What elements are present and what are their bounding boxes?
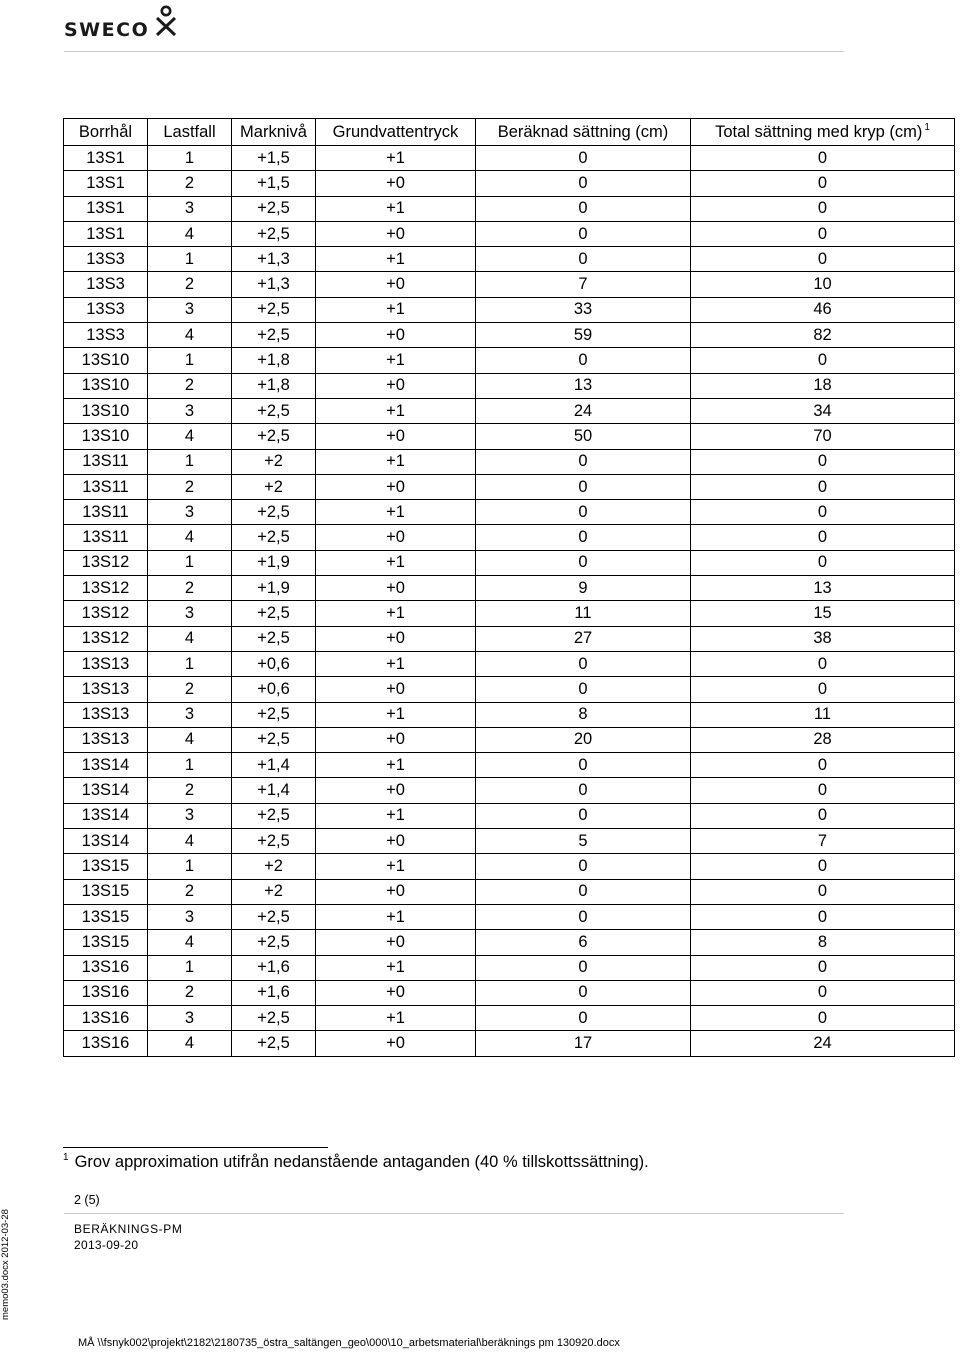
table-row [64,1006,955,1031]
table-cell: 24 [691,1031,955,1056]
table-row [64,753,955,778]
table-cell: +2,5 [232,221,316,246]
table-row [64,424,955,449]
table-cell: 13S15 [64,930,148,955]
table-cell: 0 [476,474,691,499]
template-label: memo03.docx 2012-03-28 [0,1209,11,1320]
table-cell: 13S15 [64,879,148,904]
table-cell: 0 [476,854,691,879]
table-cell: +2 [232,449,316,474]
table-cell: +1,5 [232,146,316,171]
table-cell: 13S14 [64,778,148,803]
table-cell: 0 [691,1006,955,1031]
table-cell: 2 [148,778,232,803]
column-header: Borrhål [64,119,148,146]
table-cell: 0 [691,753,955,778]
table-cell: +0 [316,727,476,752]
table-cell: 0 [476,980,691,1005]
table-cell: 13S14 [64,829,148,854]
table-cell: 3 [148,196,232,221]
table-cell: 4 [148,626,232,651]
table-cell: 1 [148,146,232,171]
table-cell: +2,5 [232,727,316,752]
table-cell: 0 [476,348,691,373]
table-cell: +2 [232,474,316,499]
table-cell: 1 [148,550,232,575]
table-cell: +1,9 [232,550,316,575]
table-cell: 33 [476,297,691,322]
table-cell: 18 [691,373,955,398]
table-cell: 0 [476,955,691,980]
file-path: MÅ \\fsnyk002\projekt\2182\2180735_östra_saltängen_geo\000\10_arbetsmaterial\beräknings pm 130920.docx [78,1337,620,1349]
table-cell: 1 [148,955,232,980]
table-cell: 3 [148,1006,232,1031]
table-cell: 13 [476,373,691,398]
table-cell: 0 [476,651,691,676]
column-header: Grundvattentryck [316,119,476,146]
table-cell: 1 [148,753,232,778]
table-cell: 50 [476,424,691,449]
table-cell: 0 [691,955,955,980]
table-row [64,550,955,575]
page-number: 2 (5) [74,1193,100,1207]
table-cell: 0 [691,854,955,879]
table-cell: +2,5 [232,904,316,929]
table-row [64,854,955,879]
table-cell: 7 [476,272,691,297]
table-cell: +2,5 [232,803,316,828]
table-cell: 0 [476,146,691,171]
footer-divider [64,1213,844,1214]
table-row [64,348,955,373]
table-row [64,879,955,904]
table-cell: +1,3 [232,247,316,272]
table-cell: +0 [316,980,476,1005]
table-cell: 0 [476,449,691,474]
table-cell: +2,5 [232,398,316,423]
table-cell: +1 [316,247,476,272]
table-cell: +0 [316,373,476,398]
table-cell: 27 [476,626,691,651]
table-cell: +1,6 [232,955,316,980]
table-cell: +1 [316,1006,476,1031]
table-cell: 13S12 [64,550,148,575]
table-row [64,247,955,272]
table-cell: 70 [691,424,955,449]
table-cell: +2,5 [232,1031,316,1056]
table-cell: +0 [316,930,476,955]
table-cell: 13S12 [64,576,148,601]
table-row [64,171,955,196]
table-cell: 7 [691,829,955,854]
table-cell: +1,5 [232,171,316,196]
table-row [64,803,955,828]
table-cell: 2 [148,677,232,702]
table-row [64,930,955,955]
table-header-row [64,119,955,146]
table-cell: +1 [316,904,476,929]
table-cell: 4 [148,1031,232,1056]
table-cell: 13S3 [64,247,148,272]
table-cell: 13S13 [64,651,148,676]
table-row [64,525,955,550]
table-cell: 13S1 [64,171,148,196]
table-row [64,221,955,246]
table-cell: 0 [476,803,691,828]
table-cell: +0 [316,474,476,499]
table-cell: +0,6 [232,651,316,676]
logo-text: SWECO [64,19,150,41]
table-cell: 0 [691,171,955,196]
table-body [64,146,955,1057]
table-cell: 0 [476,550,691,575]
table-cell: +1 [316,651,476,676]
footnote-text: Grov approximation utifrån nedanstående antaganden (40 % tillskottssättning). [74,1153,649,1171]
table-cell: +1,8 [232,373,316,398]
table-cell: 0 [476,879,691,904]
table-cell: 2 [148,980,232,1005]
table-cell: 24 [476,398,691,423]
table-cell: 59 [476,323,691,348]
table-cell: 0 [691,221,955,246]
table-cell: +0 [316,626,476,651]
table-cell: 82 [691,323,955,348]
table-cell: 0 [476,171,691,196]
table-cell: 15 [691,601,955,626]
table-cell: 1 [148,348,232,373]
table-cell: 0 [476,1006,691,1031]
table-row [64,651,955,676]
table-cell: 34 [691,398,955,423]
table-cell: 2 [148,474,232,499]
table-cell: 0 [476,525,691,550]
table-cell: +2,5 [232,500,316,525]
table-cell: 0 [691,980,955,1005]
settlement-table [63,118,955,1057]
table-cell: +1 [316,955,476,980]
sweco-mark-icon [151,4,181,36]
table-row [64,904,955,929]
table-cell: 13S3 [64,323,148,348]
table-cell: 13S14 [64,803,148,828]
table-cell: 13S16 [64,980,148,1005]
table-cell: +0 [316,576,476,601]
table-cell: 13S11 [64,474,148,499]
table-row [64,601,955,626]
table-cell: +1,3 [232,272,316,297]
table-cell: 13S12 [64,626,148,651]
table-cell: 2 [148,879,232,904]
table-cell: 1 [148,449,232,474]
table-cell: +0 [316,525,476,550]
table-cell: 13S13 [64,677,148,702]
table-cell: 13S11 [64,525,148,550]
table-cell: 2 [148,171,232,196]
table-row [64,196,955,221]
table-cell: +1 [316,601,476,626]
table-cell: 13S3 [64,297,148,322]
table-cell: 13S1 [64,221,148,246]
table-row [64,576,955,601]
column-header: Marknivå [232,119,316,146]
table-cell: 13 [691,576,955,601]
table-cell: 13S3 [64,272,148,297]
table-cell: 8 [476,702,691,727]
table-cell: +0 [316,778,476,803]
table-cell: 4 [148,930,232,955]
table-cell: 13S10 [64,348,148,373]
table-cell: 13S1 [64,146,148,171]
table-cell: 13S14 [64,753,148,778]
table-cell: +2,5 [232,196,316,221]
table-cell: 9 [476,576,691,601]
table-cell: +0 [316,272,476,297]
table-cell: +2,5 [232,930,316,955]
table-cell: 13S11 [64,500,148,525]
table-cell: 0 [476,753,691,778]
table-cell: 0 [476,500,691,525]
table-cell: +1,8 [232,348,316,373]
footnote [63,1153,649,1172]
table-cell: 4 [148,727,232,752]
table-cell: 3 [148,297,232,322]
table-cell: +1,6 [232,980,316,1005]
table-cell: 3 [148,803,232,828]
table-cell: 4 [148,323,232,348]
table-cell: 13S10 [64,398,148,423]
table-cell: 0 [691,803,955,828]
table-cell: +2,5 [232,424,316,449]
table-cell: +1 [316,550,476,575]
table-cell: 11 [691,702,955,727]
table-cell: 0 [691,474,955,499]
table-row [64,677,955,702]
table-cell: 1 [148,247,232,272]
table-cell: 10 [691,272,955,297]
table-cell: 0 [691,904,955,929]
table-cell: +1,9 [232,576,316,601]
table-cell: +1 [316,753,476,778]
table-row [64,829,955,854]
table-cell: 13S15 [64,854,148,879]
footnote-mark: 1 [63,1152,69,1163]
table-row [64,727,955,752]
table-row [64,980,955,1005]
table-cell: +0 [316,221,476,246]
table-cell: 6 [476,930,691,955]
table-cell: +1 [316,196,476,221]
table-cell: +0 [316,879,476,904]
table-row [64,500,955,525]
table-cell: +1 [316,854,476,879]
table-cell: 13S15 [64,904,148,929]
table-row [64,373,955,398]
table-cell: 13S16 [64,1031,148,1056]
table-row [64,474,955,499]
table-cell: 0 [476,247,691,272]
table-cell: +1,4 [232,753,316,778]
table-row [64,297,955,322]
footnote-reference: 1 [924,122,930,133]
header-divider [64,51,844,52]
table-cell: +0 [316,677,476,702]
table-cell: 2 [148,373,232,398]
table-cell: 13S13 [64,702,148,727]
table-row [64,449,955,474]
table-row [64,272,955,297]
table-cell: 13S16 [64,1006,148,1031]
table-cell: 0 [691,196,955,221]
table-cell: 20 [476,727,691,752]
table-cell: +2,5 [232,297,316,322]
table-cell: 4 [148,525,232,550]
table-cell: +1 [316,297,476,322]
table-cell: +2 [232,854,316,879]
table-cell: +1,4 [232,778,316,803]
table-cell: +0 [316,323,476,348]
table-cell: +1 [316,348,476,373]
table-cell: 0 [691,449,955,474]
table-cell: 13S1 [64,196,148,221]
table-cell: 13S11 [64,449,148,474]
table-cell: 4 [148,424,232,449]
table-cell: +0 [316,424,476,449]
table-cell: +2,5 [232,323,316,348]
table-cell: 0 [476,904,691,929]
table-cell: 0 [691,500,955,525]
table-cell: 17 [476,1031,691,1056]
table-cell: 0 [691,247,955,272]
table-cell: 0 [691,651,955,676]
table-cell: +0 [316,1031,476,1056]
table-row [64,702,955,727]
table-row [64,626,955,651]
table-cell: 11 [476,601,691,626]
table-cell: 3 [148,500,232,525]
footnote-divider [63,1147,328,1148]
table-cell: 0 [691,348,955,373]
table-cell: 38 [691,626,955,651]
table-cell: 0 [476,196,691,221]
table-cell: +2,5 [232,626,316,651]
table-cell: 3 [148,601,232,626]
table-cell: 1 [148,651,232,676]
table-cell: 0 [691,550,955,575]
table-cell: 0 [476,221,691,246]
column-header: Beräknad sättning (cm) [476,119,691,146]
table-cell: +2,5 [232,829,316,854]
table-cell: +1 [316,500,476,525]
column-header: Lastfall [148,119,232,146]
table-cell: +0,6 [232,677,316,702]
table-cell: 4 [148,829,232,854]
table-row [64,398,955,423]
table-cell: 2 [148,576,232,601]
table-cell: 13S13 [64,727,148,752]
table-cell: 4 [148,221,232,246]
table-cell: 5 [476,829,691,854]
table-cell: 1 [148,854,232,879]
table-cell: 0 [476,778,691,803]
table-cell: +1 [316,449,476,474]
table-cell: +1 [316,398,476,423]
table-row [64,778,955,803]
table-cell: 2 [148,272,232,297]
table-row [64,323,955,348]
table-cell: +2,5 [232,702,316,727]
table-cell: +2 [232,879,316,904]
document-date: 2013-09-20 [74,1238,139,1252]
table-cell: +0 [316,829,476,854]
table-cell: 3 [148,904,232,929]
table-cell: 0 [691,146,955,171]
table-cell: 46 [691,297,955,322]
column-header: Total sättning med kryp (cm) $^1$ [691,119,955,146]
table-cell: 0 [691,879,955,904]
table-cell: 13S16 [64,955,148,980]
table-row [64,955,955,980]
table-cell: 13S10 [64,424,148,449]
table-cell: +0 [316,171,476,196]
sweco-logo [64,6,181,40]
table-cell: +1 [316,702,476,727]
table-cell: +1 [316,803,476,828]
table-cell: 0 [476,677,691,702]
table-cell: 13S10 [64,373,148,398]
table-cell: +1 [316,146,476,171]
table-cell: 0 [691,778,955,803]
table-cell: 0 [691,525,955,550]
table-cell: 0 [691,677,955,702]
table-row [64,1031,955,1056]
table-cell: 8 [691,930,955,955]
table-cell: +2,5 [232,601,316,626]
table-cell: 3 [148,398,232,423]
table-cell: 28 [691,727,955,752]
table-row [64,146,955,171]
document-type: BERÄKNINGS-PM [74,1222,183,1236]
table-cell: +2,5 [232,525,316,550]
table-cell: 13S12 [64,601,148,626]
table-cell: 3 [148,702,232,727]
table-cell: +2,5 [232,1006,316,1031]
